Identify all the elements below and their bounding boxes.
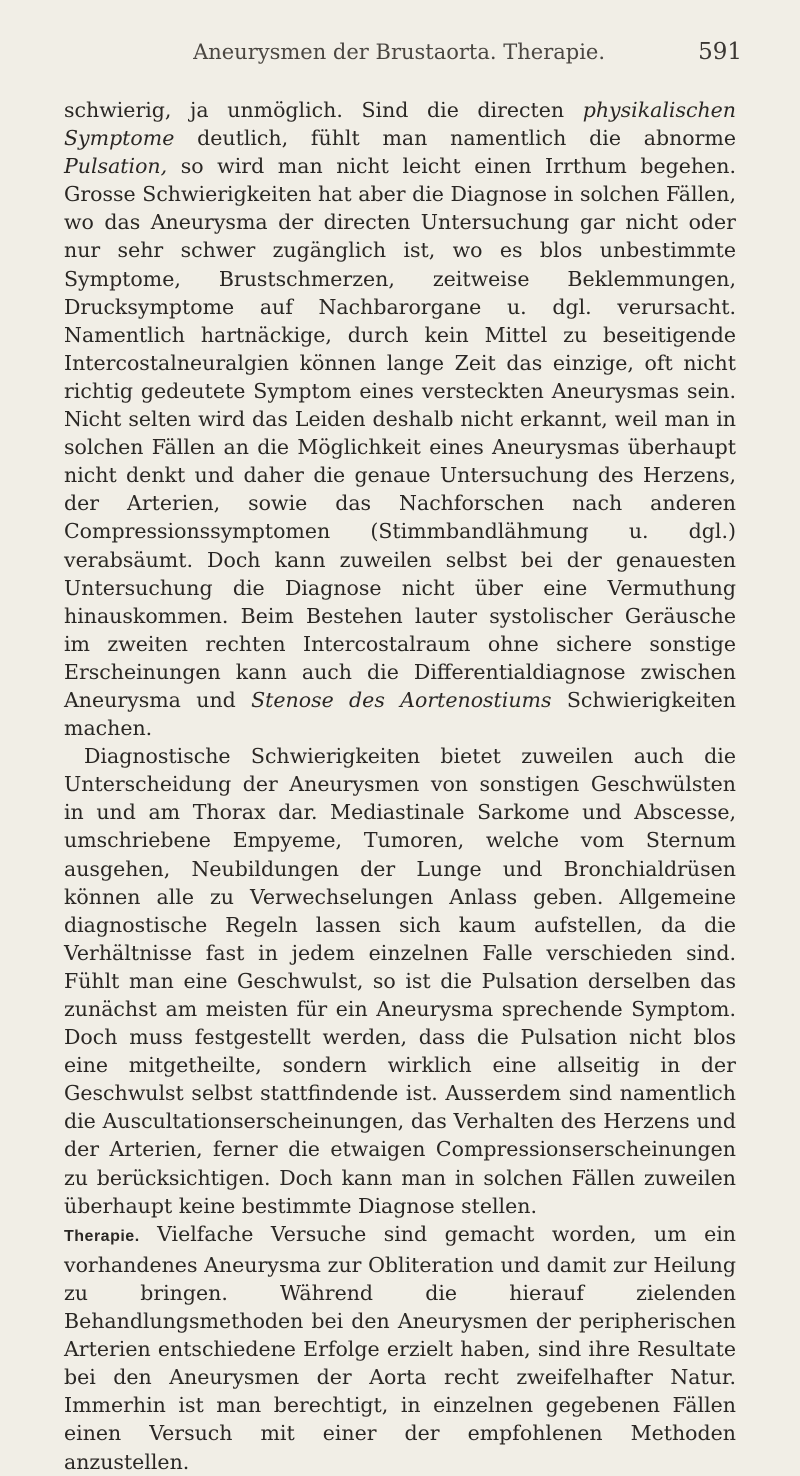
text-run: deutlich, fühlt man namentlich die abnorme xyxy=(174,126,736,151)
text-run: Schwierigkeiten machen. xyxy=(64,687,736,741)
text-run: so wird man nicht leicht einen Irrthum begehen. Grosse Schwierigkeiten hat aber die Diagnose in solchen Fällen, wo das Aneurysma der directen Untersuchung gar nicht oder nur sehr schwer zugänglich ist, wo es blos unbestimmte Symptome, Brustschmerzen, zeitweise Beklemmungen, Drucksymptome auf Nachbarorgane u. dgl. verursacht. Namentlich hartnäckige, durch kein Mittel zu beseitigende Intercostalneuralgien können lange Zeit das einzige, oft nicht richtig gedeutete Symptom eines versteckten Aneurysmas sein. Nicht selten wird das Leiden deshalb nicht erkannt, weil man in solchen Fällen an die Möglichkeit eines Aneurysmas überhaupt nicht denkt und daher die genaue Untersuchung des Herzens, der Arterien, sowie das Nachforschen nach anderen Compressionssymptomen (Stimmbandlähmung u. dgl.) verabsäumt. Doch kann zuweilen selbst bei der genauesten Untersuchung die Diagnose nicht über eine Vermuthung hinauskommen. Beim Bestehen lauter systolischer Geräusche im zweiten rechten Intercostalraum ohne sichere sonstige Erscheinungen kann auch die Differentialdiagnose zwischen Aneurysma und xyxy=(64,154,736,712)
text-run: schwierig, ja unmöglich. Sind die directen xyxy=(64,98,583,122)
section-heading-therapy: Therapie. xyxy=(64,1227,140,1245)
page-header xyxy=(40,36,742,68)
paragraph-therapy xyxy=(64,1220,736,1476)
emphasis-pulsation: Pulsation, xyxy=(64,154,168,179)
paragraph-differential-diagnosis: Diagnostische Schwierigkeiten bietet zuweilen auch die Unterscheidung der Aneurysmen von sonstigen Geschwülsten in und am Thorax dar. Mediastinale Sarkome und Abscesse, umschriebene Empyeme, Tumoren, welche vom Sternum ausgehen, Neubildungen der Lunge und Bronchialdrüsen können alle zu Verwechselungen Anlass geben. Allgemeine diagnostische Regeln lassen sich kaum aufstellen, da die Verhältnisse fast in jedem einzelnen Falle verschieden sind. Fühlt man eine Geschwulst, so ist die Pulsation derselben das zunächst am meisten für ein Aneurysma sprechende Symptom. Doch muss festgestellt werden, dass die Pulsation nicht blos eine mitgetheilte, sondern wirklich eine allseitig in der Geschwulst selbst stattfindende ist. Ausserdem sind namentlich die Auscultationserscheinungen, das Verhalten des Herzens und der Arterien, ferner die etwaigen Compressionserscheinungen zu berücksichtigen. Doch kann man in solchen Fällen zuweilen überhaupt keine bestimmte Diagnose stellen. xyxy=(64,744,736,1218)
emphasis-physical-symptoms: physikalischen Symptome xyxy=(64,98,736,151)
text-run: Vielfache Versuche sind gemacht worden, um ein vorhandenes Aneurysma zur Obliteration und damit zur Heilung zu bringen. Während die hierauf zielenden Behandlungsmethoden bei den Aneurysmen der peripherischen Arterien entschiedene Erfolge erzielt haben, sind ihre Resultate bei den Aneurysmen der Aorta recht zweifelhafter Natur. Immerhin ist man berechtigt, in einzelnen gegebenen Fällen einen Versuch mit einer der empfohlenen Methoden anzustellen. xyxy=(64,1221,736,1474)
body-text xyxy=(64,96,736,1476)
emphasis-aortic-stenosis: Stenose des Aortenostiums xyxy=(251,687,552,712)
running-title: Aneurysmen der Brustaorta. Therapie. xyxy=(193,40,606,64)
page-number: 591 xyxy=(698,39,742,65)
paragraph-diagnosis-difficulties xyxy=(64,96,736,742)
